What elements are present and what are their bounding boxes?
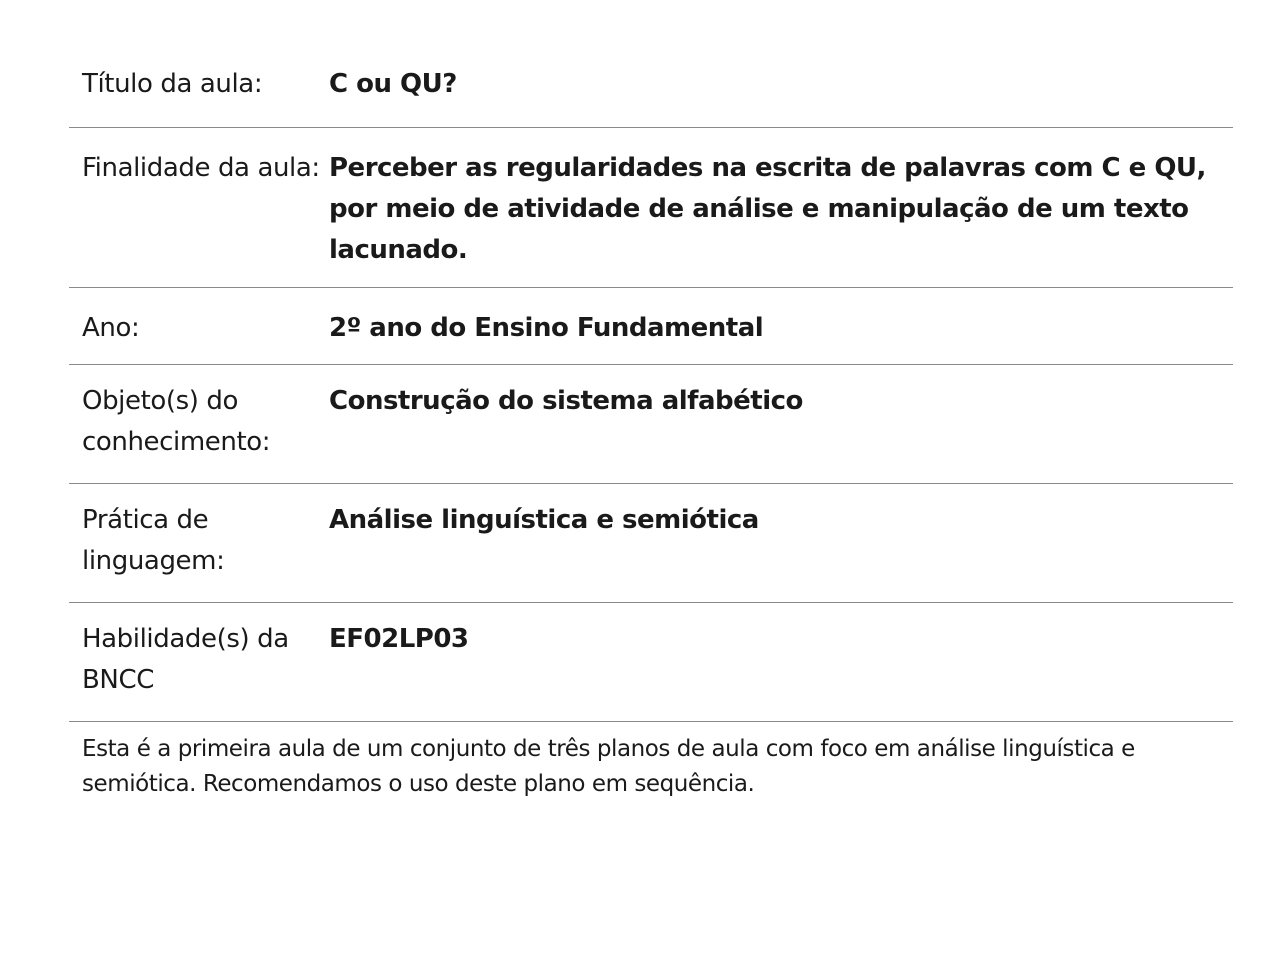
language-practice-value: Análise linguística e semiótica (329, 505, 759, 535)
school-year-value: 2º ano do Ensino Fundamental (329, 313, 764, 343)
lesson-title-value: C ou QU? (329, 69, 457, 99)
bncc-skills-label: Habilidade(s) da BNCC (82, 624, 289, 695)
lesson-purpose-label: Finalidade da aula: (82, 153, 320, 183)
knowledge-objects-value: Construção do sistema alfabético (329, 386, 803, 416)
lesson-plan-table (69, 44, 1233, 722)
row-knowledge-objects (69, 365, 1233, 484)
lesson-purpose-value: Perceber as regularidades na escrita de palavras com C e QU, por meio de atividade de análise e manipulação de um texto lacunado. (329, 153, 1206, 265)
bncc-skills-value: EF02LP03 (329, 624, 469, 654)
row-language-practice (69, 484, 1233, 603)
row-school-year (69, 288, 1233, 365)
row-lesson-title (69, 44, 1233, 128)
row-bncc-skills (69, 603, 1233, 722)
language-practice-label: Prática de linguagem: (82, 505, 225, 576)
knowledge-objects-label: Objeto(s) do conhecimento: (82, 386, 271, 457)
sequence-note: Esta é a primeira aula de um conjunto de três planos de aula com foco em análise linguística e semiótica. Recomendamos o uso deste plano em sequência. (82, 736, 1135, 797)
lesson-title-label: Título da aula: (82, 69, 263, 99)
school-year-label: Ano: (82, 313, 140, 343)
row-lesson-purpose (69, 128, 1233, 288)
